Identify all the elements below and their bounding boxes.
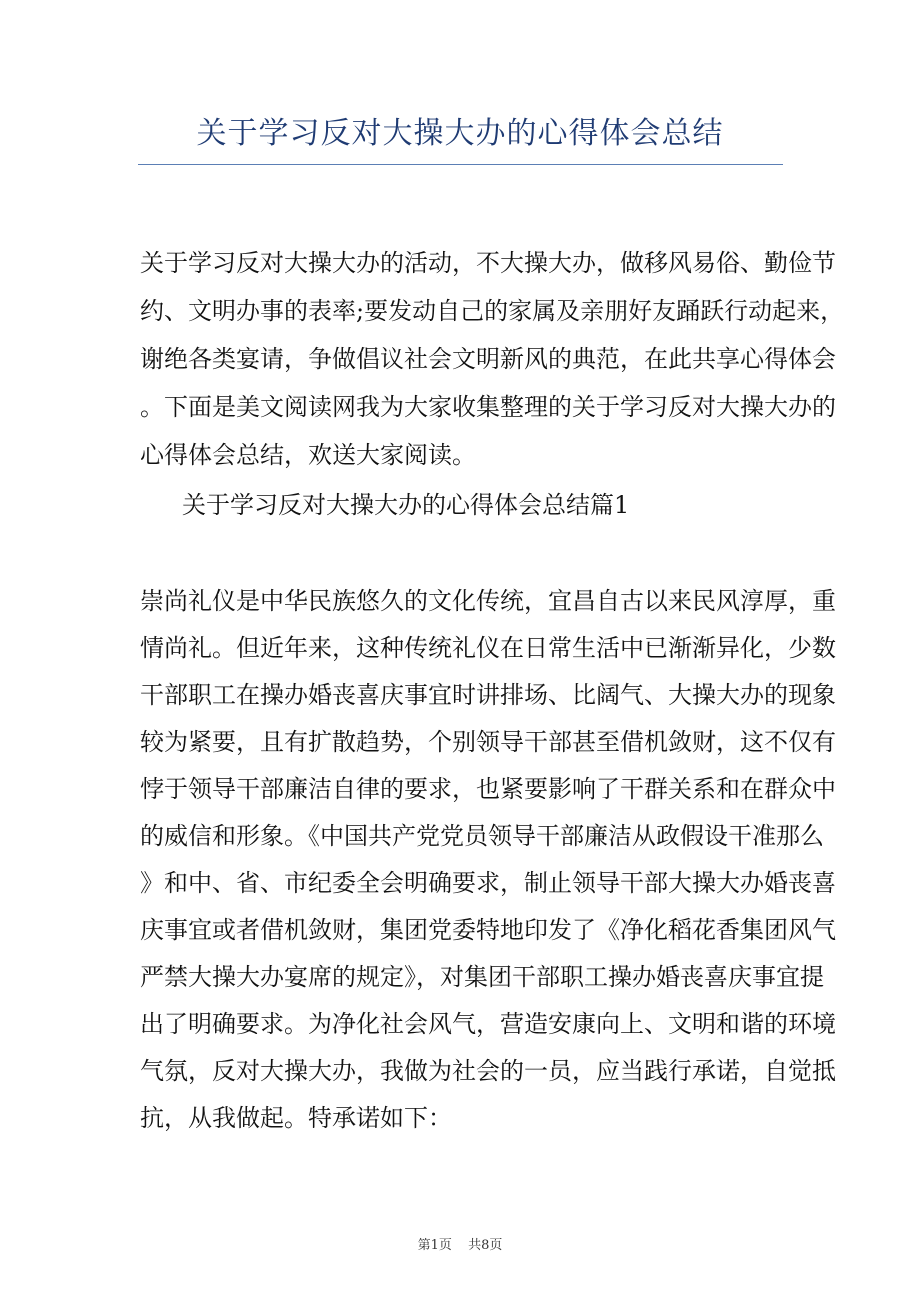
body-line: 情尚礼。但近年来，这种传统礼仪在日常生活中已渐渐异化，少数	[140, 634, 836, 662]
title-divider	[138, 164, 783, 165]
document-title: 关于学习反对大操大办的心得体会总结	[196, 116, 724, 151]
body-line: 抗，从我做起。特承诺如下：	[140, 1104, 452, 1132]
intro-line: 。下面是美文阅读网我为大家收集整理的关于学习反对大操大办的	[140, 393, 836, 421]
body-line: 崇尚礼仪是中华民族悠久的文化传统，宜昌自古以来民风淳厚，重	[140, 587, 836, 615]
page-total: 共8页	[468, 1238, 503, 1253]
intro-line: 关于学习反对大操大办的活动，不大操大办，做移风易俗、勤俭节	[140, 249, 836, 277]
body-line: 》和中、省、市纪委全会明确要求，制止领导干部大操大办婚丧喜	[140, 869, 836, 897]
body-line: 出了明确要求。为净化社会风气，营造安康向上、文明和谐的环境	[140, 1010, 836, 1038]
body-line: 悖于领导干部廉洁自律的要求，也紧要影响了干群关系和在群众中	[140, 775, 836, 803]
page-number: 第1页	[417, 1238, 452, 1253]
body-line: 的威信和形象。《中国共产党党员领导干部廉洁从政假设干准那么	[140, 822, 824, 850]
body-line: 庆事宜或者借机敛财，集团党委特地印发了《净化稻花香集团风气	[140, 916, 836, 944]
intro-line: 谢绝各类宴请，争做倡议社会文明新风的典范，在此共享心得体会	[140, 345, 836, 373]
body-line: 较为紧要，且有扩散趋势，个别领导干部甚至借机敛财，这不仅有	[140, 728, 836, 756]
intro-line: 约、文明办事的表率;要发动自己的家属及亲朋好友踊跃行动起来，	[140, 297, 845, 325]
body-line: 严禁大操大办宴席的规定》，对集团干部职工操办婚丧喜庆事宜提	[140, 963, 824, 991]
page-footer	[0, 1234, 920, 1253]
section-heading: 关于学习反对大操大办的心得体会总结篇1	[182, 491, 630, 519]
body-line: 干部职工在操办婚丧喜庆事宜时讲排场、比阔气、大操大办的现象	[140, 681, 836, 709]
intro-line: 心得体会总结，欢送大家阅读。	[140, 441, 476, 469]
body-line: 气氛，反对大操大办，我做为社会的一员，应当践行承诺，自觉抵	[140, 1057, 836, 1085]
